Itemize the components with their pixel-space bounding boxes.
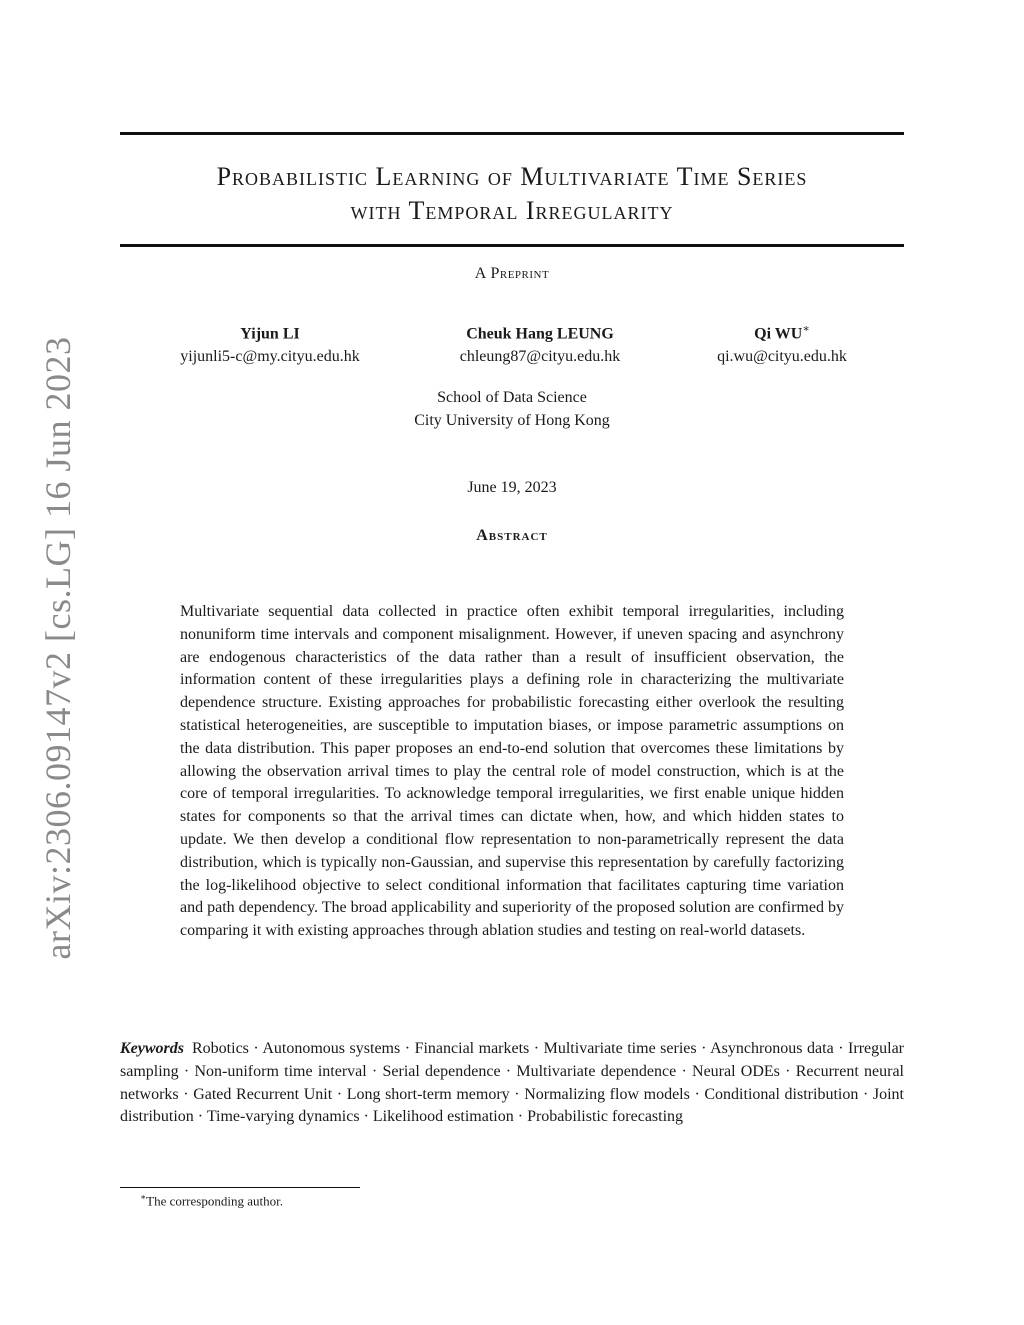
abstract-heading: Abstract bbox=[476, 527, 548, 544]
author-email: qi.wu@cityu.edu.hk bbox=[717, 348, 847, 366]
affiliation-university: City University of Hong Kong bbox=[414, 412, 610, 429]
paper-date: June 19, 2023 bbox=[467, 479, 557, 496]
affiliation-school: School of Data Science bbox=[437, 389, 587, 406]
arxiv-identifier: arXiv:2306.09147v2 [cs.LG] 16 Jun 2023 bbox=[38, 336, 78, 960]
abstract-body: Multivariate sequential data collected in practice often exhibit temporal irregularities, including nonuniform time intervals and component misalignment. However, if uneven spacing and asynchrony are endogenous characteristics of the data rather than a result of insufficient observation, the information content of these irregularities plays a defining role in characterizing the multivariate dependence structure. Existing approaches for probabilistic forecasting either overlook the resulting statistical heterogeneities, are susceptible to imputation biases, or impose parametric assumptions on the data distribution. This paper proposes an end-to-end solution that overcomes these limitations by allowing the observation arrival times to play the central role of model construction, which is at the core of temporal irregularities. To acknowledge temporal irregularities, we first enable unique hidden states for components so that the arrival times can dictate when, how, and which hidden states to update. We then develop a conditional flow representation to non-parametrically represent the data distribution, which is typically non-Gaussian, and supervise this representation by carefully factorizing the log-likelihood objective to select conditional information that facilitates capturing time variation and path dependency. The broad applicability and superiority of the proposed solution are confirmed by comparing it with existing approaches through ablation studies and testing on real-world datasets. bbox=[180, 603, 844, 940]
author-block-3 bbox=[652, 318, 912, 368]
author-mark: ∗ bbox=[802, 323, 810, 335]
footnote bbox=[140, 1192, 283, 1209]
author-email: yijunli5-c@my.cityu.edu.hk bbox=[180, 348, 360, 366]
title-line-2: with Temporal Irregularity bbox=[350, 196, 674, 225]
title-bottom-rule bbox=[120, 244, 904, 247]
keywords-label: Keywords bbox=[120, 1040, 184, 1057]
title-top-rule bbox=[120, 132, 904, 135]
title-line-1: Probabilistic Learning of Multivariate Time Series bbox=[216, 162, 808, 191]
preprint-label: A Preprint bbox=[474, 265, 550, 282]
footnote-text: The corresponding author. bbox=[146, 1193, 283, 1209]
author-name: Qi WU bbox=[754, 325, 803, 343]
author-email: chleung87@cityu.edu.hk bbox=[459, 348, 621, 366]
footnote-mark: ∗ bbox=[140, 1192, 147, 1202]
author-name: Cheuk Hang LEUNG bbox=[466, 325, 614, 343]
footnote-rule bbox=[120, 1187, 360, 1188]
author-block-1 bbox=[140, 318, 400, 368]
author-name: Yijun LI bbox=[240, 325, 300, 343]
paper-title bbox=[120, 160, 904, 228]
keywords-section bbox=[120, 1038, 904, 1129]
keywords-text: Robotics · Autonomous systems · Financial markets · Multivariate time series · Asynchronous data · Irregular sampling · Non-uniform time interval · Serial dependence · Multivariate dependence · Neural ODEs · Recurrent neural networks · Gated Recurrent Unit · Long short-term memory · Normalizing flow models · Conditional distribution · Joint distribution · Time-varying dynamics · Likelihood estimation · Probabilistic forecasting bbox=[120, 1040, 904, 1126]
author-block-2 bbox=[410, 318, 670, 368]
affiliation bbox=[120, 386, 904, 432]
